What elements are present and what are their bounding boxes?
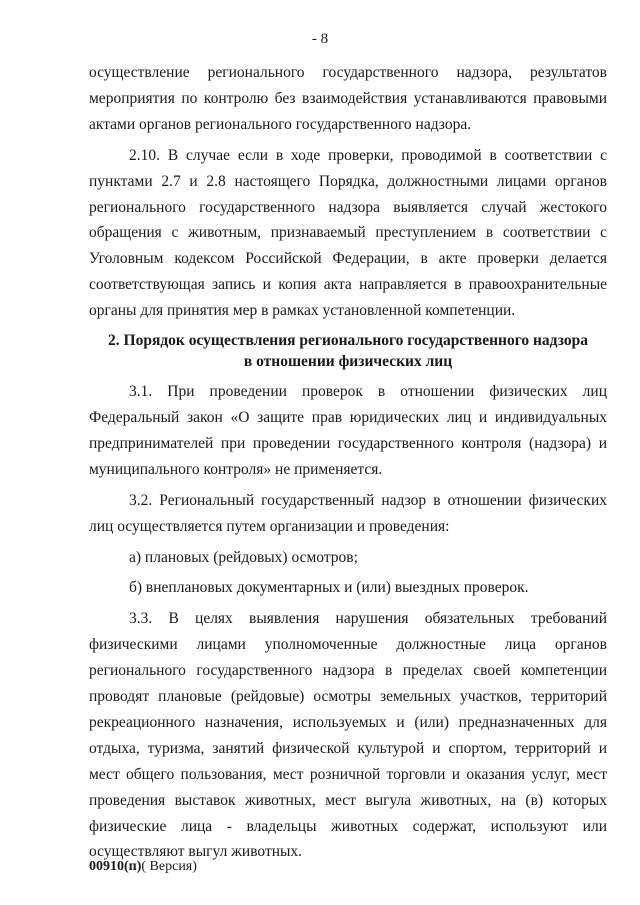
paragraph-2-10: 2.10. В случае если в ходе проверки, проводимой в соответствии с пунктами 2.7 и 2.8 настоящего Порядка, должностными лицами органов регионального государственного надзора выявляется случай жестокого обращения с животным, признаваемый преступлением в соответствии с Уголовным кодексом Российской Федерации, в акте проверки делается соответствующая запись и копия акта направляется в правоохранительные органы для принятия мер в рамках установленной компетенции. [89,146,607,320]
paragraph-3-2: 3.2. Региональный государственный надзор в отношении физических лиц осуществляется путем организации и проведения: [89,491,607,535]
paragraph-3-3: 3.3. В целях выявления нарушения обязательных требований физическими лицами уполномоченные должностные лица органов регионального государственного надзора в пределах своей компетенции проводят плановые (рейдовые) осмотры земельных участков, территорий рекреационного назначения, используемых и (или) предназначенных для отдыха, туризма, занятий физической культурой и спортом, территорий и мест общего пользования, мест розничной торговли и оказания услуг, мест проведения выставок животных, мест выгула животных, на (в) которых физические лица - владельцы животных содержат, используют или осуществляют выгул животных. [89,610,607,861]
document-body [89,60,607,870]
list-item-b: б) внеплановых документарных и (или) выездных проверок. [129,579,529,597]
paragraph-3-1: 3.1. При проведении проверок в отношении физических лиц Федеральный закон «О защите прав юридических лиц и индивидуальных предпринимателей при проведении государственного контроля (надзора) и муниципального контроля» не применяется. [89,383,607,478]
footer-document-code: 00910(п) [89,859,142,874]
section-heading-line-2: в отношении физических лиц [243,353,453,371]
page-number: - 8 [311,31,329,47]
section-heading-line-1: 2. Порядок осуществления регионального государственного надзора [108,332,588,350]
footer-version-label: ( Версия) [141,859,197,874]
paragraph-continuation: осуществление регионального государственного надзора, результатов мероприятия по контролю без взаимодействия устанавливаются правовыми актами органов регионального государственного надзора. [89,64,607,133]
footer [89,858,197,876]
section-heading [89,330,607,372]
list-item-a: а) плановых (рейдовых) осмотров; [129,548,358,566]
